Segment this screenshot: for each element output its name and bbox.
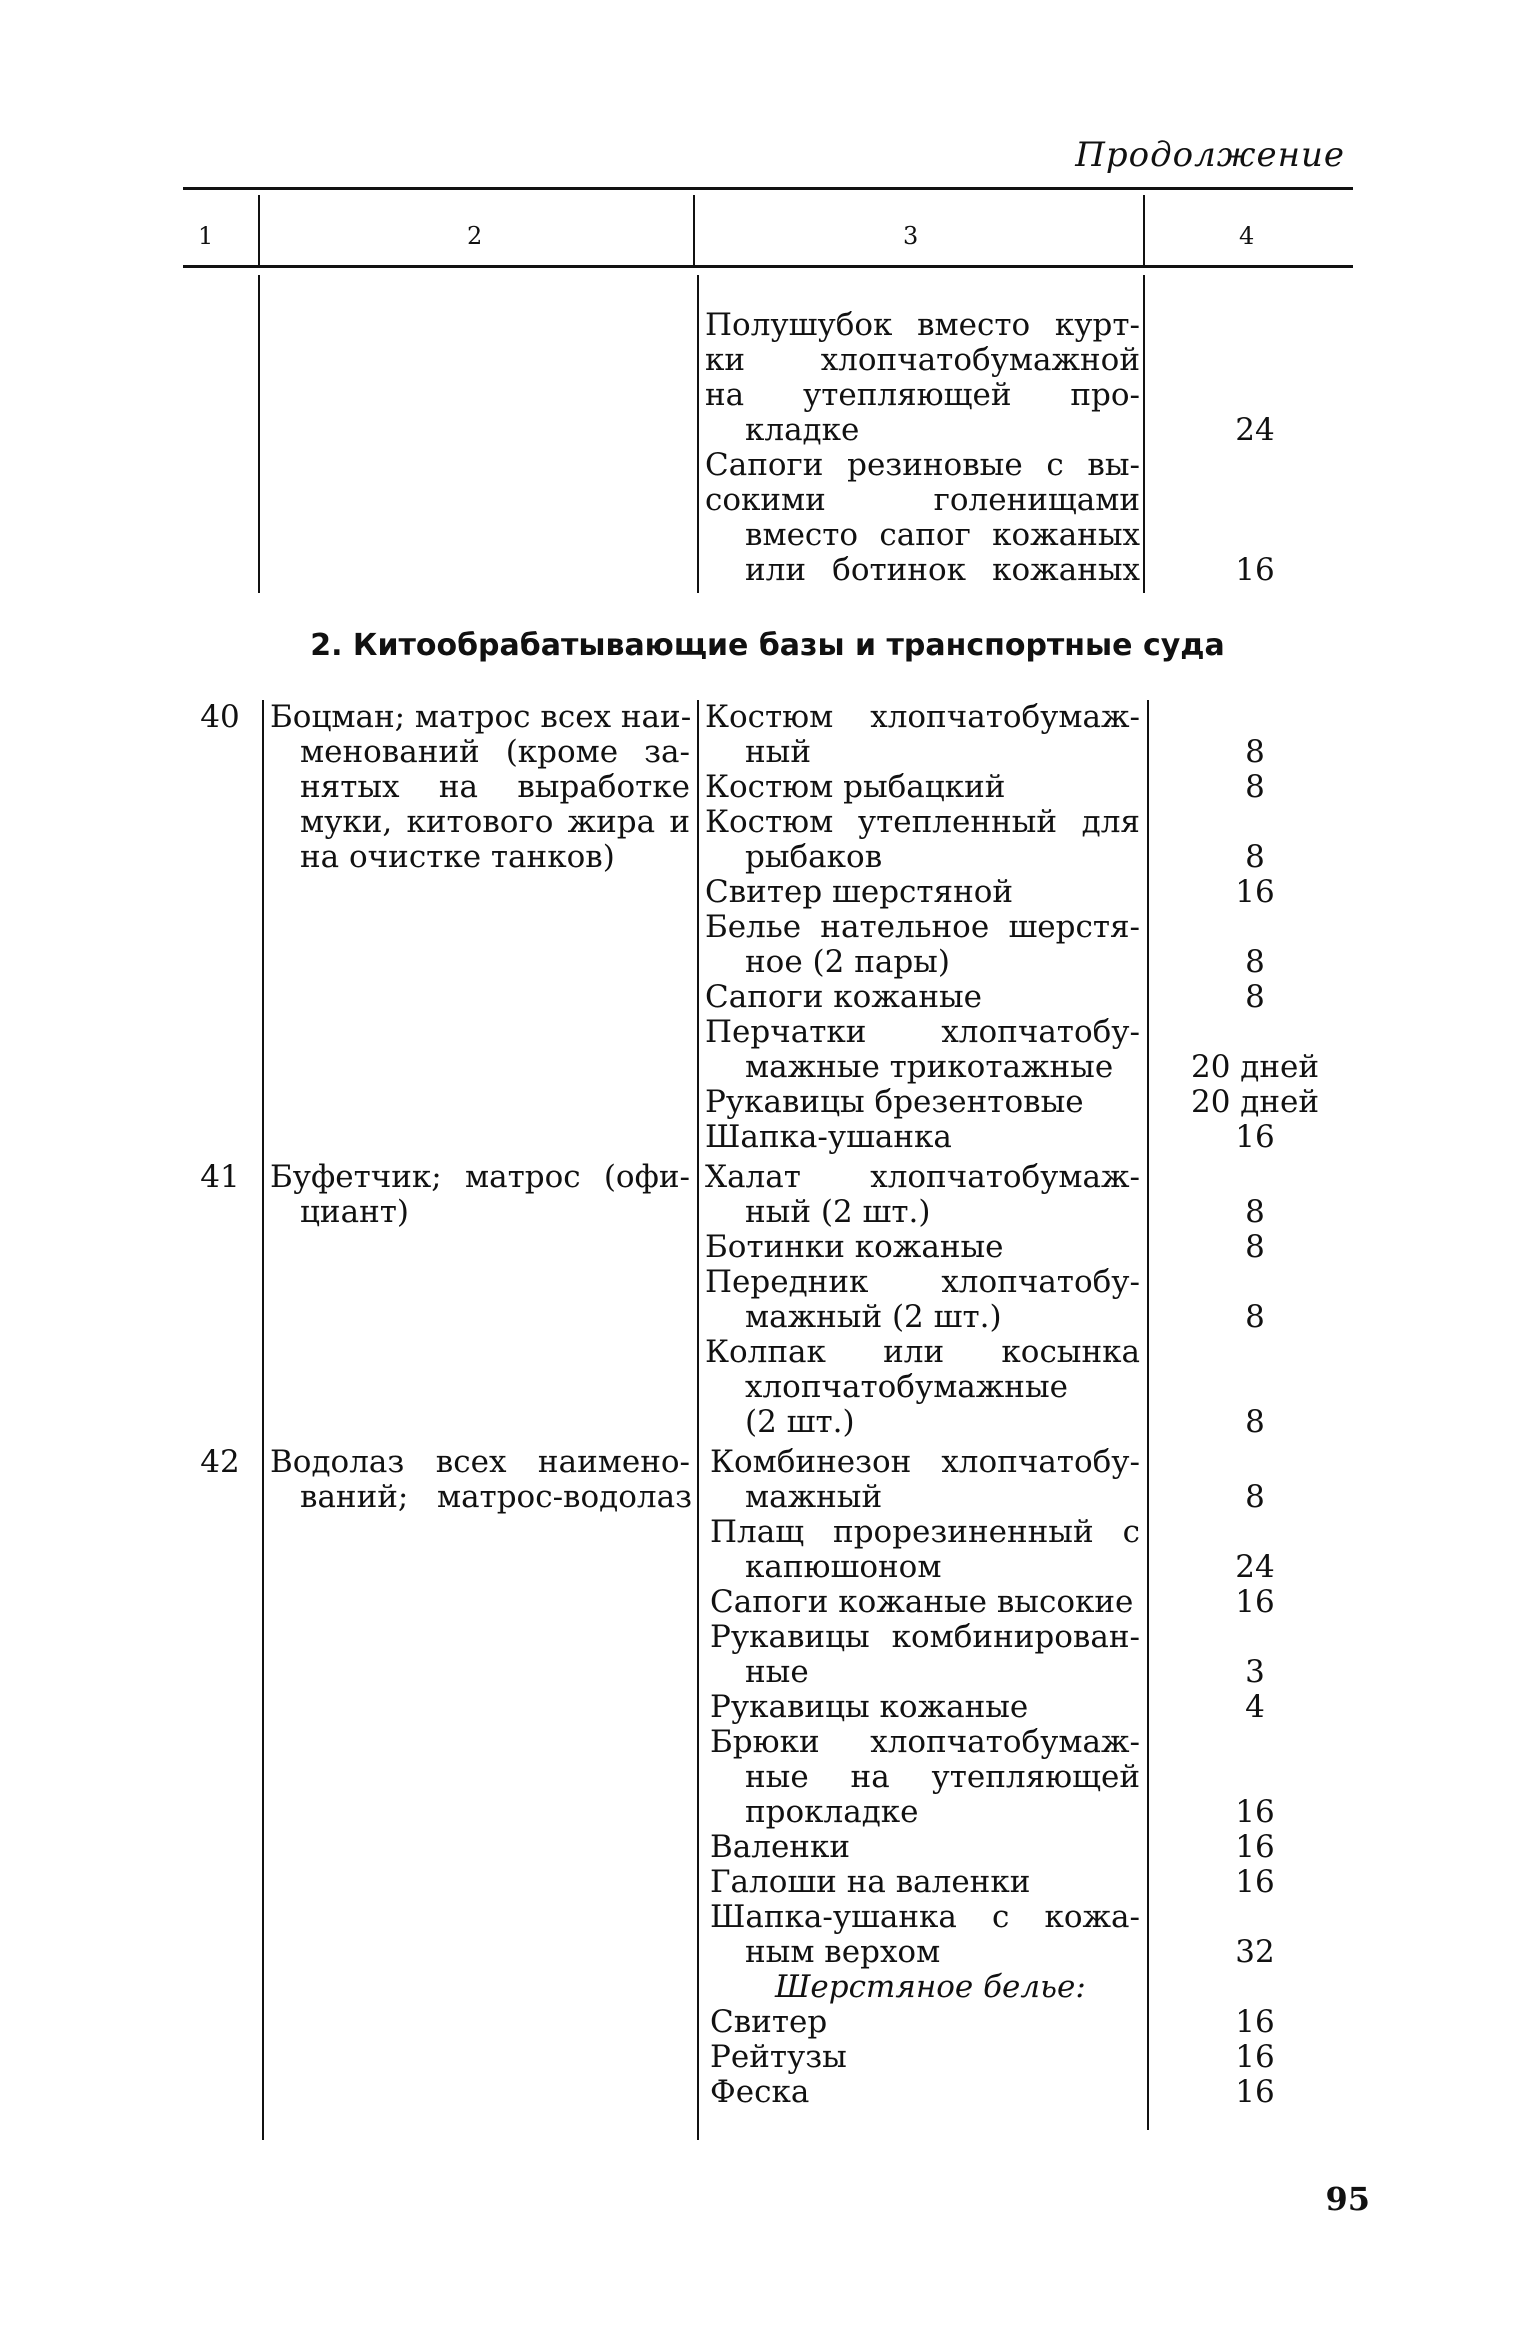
item-line: ный (2 шт.): [745, 1194, 931, 1230]
item-line: Сапоги кожаные высокие: [710, 1584, 1134, 1620]
header-col-4: 4: [1239, 222, 1255, 250]
item-line: (2 шт.): [745, 1404, 855, 1440]
term-value: 16: [1235, 1829, 1275, 1865]
item-line: Свитер шерстяной: [705, 874, 1014, 910]
term-value: 3: [1245, 1654, 1265, 1690]
term-value: 8: [1245, 1194, 1265, 1230]
item-line: Рейтузы: [710, 2039, 847, 2075]
item-line: Передник хлопчатобу-: [705, 1264, 1140, 1300]
continuation-label: Продолжение: [1075, 135, 1345, 175]
item-line: капюшоном: [745, 1549, 942, 1585]
main-divider-1: [262, 700, 264, 2140]
item-line: Галоши на валенки: [710, 1864, 1031, 1900]
term-value: 20 дней: [1190, 1049, 1320, 1085]
main-divider-2: [697, 700, 699, 2140]
term-value: 8: [1245, 1229, 1265, 1265]
position-line: циант): [300, 1194, 409, 1230]
header-bottom-rule: [183, 265, 1353, 268]
top-block-item-line: или ботинок кожаных: [745, 552, 1140, 588]
term-value: 8: [1245, 839, 1265, 875]
item-line: мажный (2 шт.): [745, 1299, 1002, 1335]
item-line: рыбаков: [745, 839, 883, 875]
item-line: Костюм хлопчатобумаж-: [705, 699, 1140, 735]
item-line: Свитер: [710, 2004, 828, 2040]
term-value: 8: [1245, 734, 1265, 770]
term-value: 8: [1245, 979, 1265, 1015]
subheading: Шерстяное белье:: [775, 1969, 1086, 2005]
item-line: Сапоги кожаные: [705, 979, 983, 1015]
item-line: Феска: [710, 2074, 810, 2110]
item-line: прокладке: [745, 1794, 919, 1830]
top-block-divider-3: [1143, 275, 1145, 593]
term-value: 16: [1235, 2004, 1275, 2040]
row-number: 41: [200, 1159, 240, 1195]
position-line: менований (кроме за-: [300, 734, 690, 770]
position-line: нятых на выработке: [300, 769, 690, 805]
item-line: Валенки: [710, 1829, 850, 1865]
item-line: мажные трикотажные: [745, 1049, 1114, 1085]
term-value: 4: [1245, 1689, 1265, 1725]
item-line: ные: [745, 1654, 809, 1690]
item-line: Колпак или косынка: [705, 1334, 1140, 1370]
item-line: ный: [745, 734, 811, 770]
header-divider-1: [258, 195, 260, 267]
item-line: Белье нательное шерстя-: [705, 909, 1140, 945]
top-block-item-line: ки хлопчатобумажной: [705, 342, 1140, 378]
item-line: Рукавицы комбинирован-: [710, 1619, 1140, 1655]
header-col-3: 3: [903, 222, 919, 250]
term-value: 8: [1245, 1299, 1265, 1335]
top-block-item-line: вместо сапог кожаных: [745, 517, 1140, 553]
header-col-1: 1: [198, 222, 214, 250]
top-term: 16: [1235, 552, 1275, 588]
term-value: 24: [1235, 1549, 1275, 1585]
page-number: 95: [1325, 2180, 1370, 2218]
top-block-item-line: сокими голенищами: [705, 482, 1140, 518]
item-line: Ботинки кожаные: [705, 1229, 1004, 1265]
item-line: Рукавицы кожаные: [710, 1689, 1029, 1725]
top-block-divider-2: [697, 275, 699, 593]
item-line: Плащ прорезиненный с: [710, 1514, 1140, 1550]
item-line: Рукавицы брезентовые: [705, 1084, 1084, 1120]
main-divider-3: [1147, 700, 1149, 2130]
item-line: Халат хлопчатобумаж-: [705, 1159, 1140, 1195]
header-divider-3: [1143, 195, 1145, 267]
item-line: хлопчатобумажные: [745, 1369, 1068, 1405]
item-line: Костюм рыбацкий: [705, 769, 1006, 805]
table-top-rule: [183, 187, 1353, 190]
row-number: 42: [200, 1444, 240, 1480]
position-line: на очистке танков): [300, 839, 615, 875]
item-line: Шапка-ушанка: [705, 1119, 952, 1155]
top-term: 24: [1235, 412, 1275, 448]
header-divider-2: [693, 195, 695, 267]
top-block-item-line: на утепляющей про-: [705, 377, 1140, 413]
item-line: Брюки хлопчатобумаж-: [710, 1724, 1140, 1760]
term-value: 16: [1235, 1794, 1275, 1830]
top-block-divider-1: [258, 275, 260, 593]
term-value: 16: [1235, 2039, 1275, 2075]
item-line: Комбинезон хлопчатобу-: [710, 1444, 1140, 1480]
item-line: Костюм утепленный для: [705, 804, 1140, 840]
top-block-item-line: кладке: [745, 412, 860, 448]
header-col-2: 2: [467, 222, 483, 250]
row-number: 40: [200, 699, 240, 735]
item-line: Перчатки хлопчатобу-: [705, 1014, 1140, 1050]
item-line: мажный: [745, 1479, 883, 1515]
item-line: ные на утепляющей: [745, 1759, 1140, 1795]
term-value: 16: [1235, 1584, 1275, 1620]
position-line: ваний; матрос-водолаз: [300, 1479, 692, 1515]
item-line: Шапка-ушанка с кожа-: [710, 1899, 1140, 1935]
term-value: 16: [1235, 874, 1275, 910]
term-value: 16: [1235, 2074, 1275, 2110]
term-value: 8: [1245, 1479, 1265, 1515]
item-line: ным верхом: [745, 1934, 941, 1970]
section-title: 2. Китообрабатывающие базы и транспортные суда: [310, 628, 1225, 663]
top-block-item-line: Сапоги резиновые с вы-: [705, 447, 1140, 483]
term-value: 8: [1245, 944, 1265, 980]
term-value: 8: [1245, 1404, 1265, 1440]
position-line: Водолаз всех наимено-: [270, 1444, 690, 1480]
position-line: Буфетчик; матрос (офи-: [270, 1159, 690, 1195]
term-value: 8: [1245, 769, 1265, 805]
term-value: 32: [1235, 1934, 1275, 1970]
top-block-item-line: Полушубок вместо курт-: [705, 307, 1140, 343]
term-value: 16: [1235, 1864, 1275, 1900]
item-line: ное (2 пары): [745, 944, 950, 980]
term-value: 20 дней: [1190, 1084, 1320, 1120]
position-line: Боцман; матрос всех наи-: [270, 699, 692, 735]
position-line: муки, китового жира и: [300, 804, 690, 840]
term-value: 16: [1235, 1119, 1275, 1155]
